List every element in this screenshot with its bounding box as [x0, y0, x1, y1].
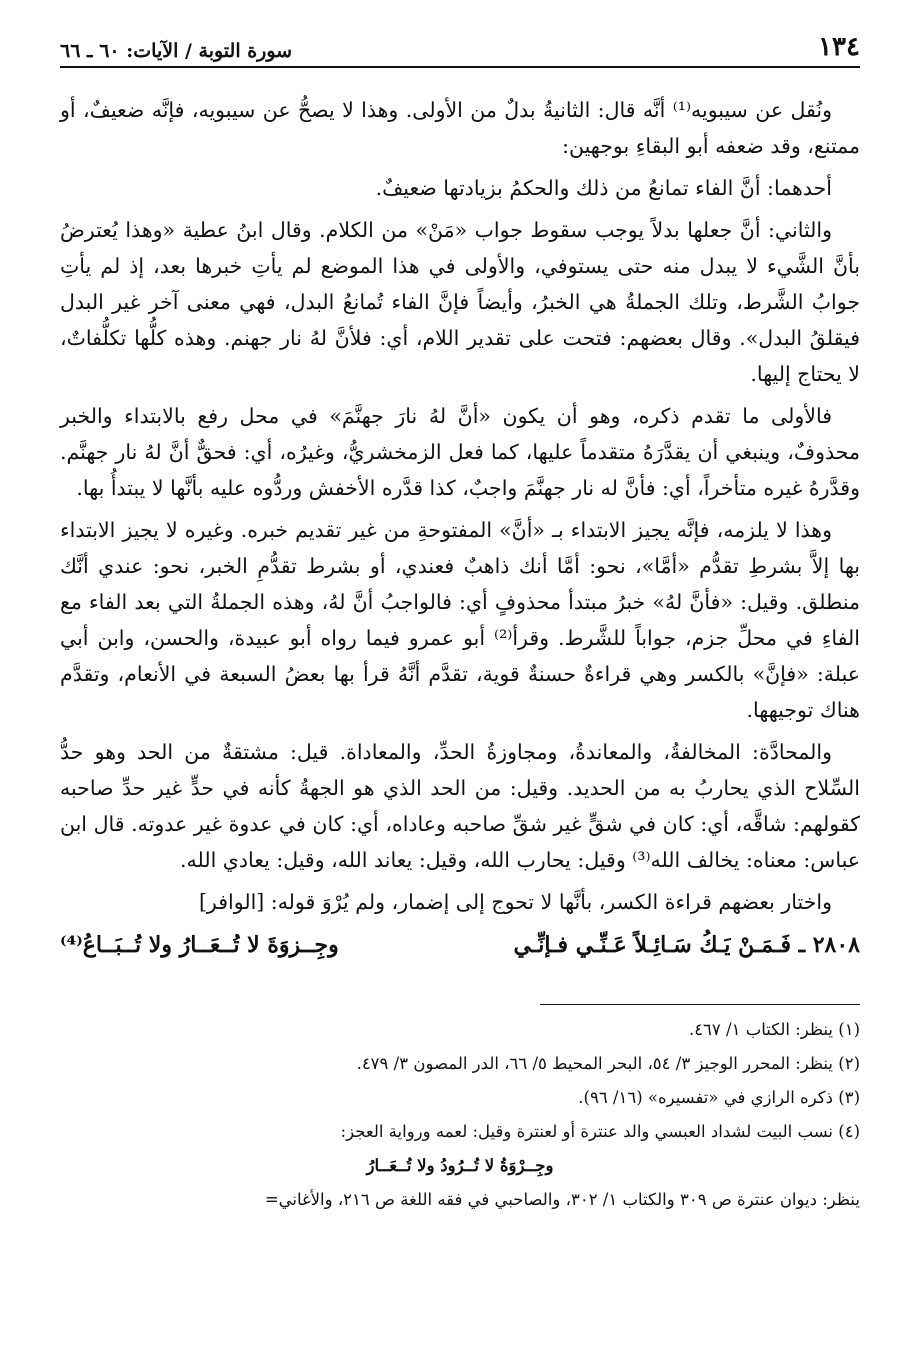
footnote: (٢) ينظر: المحرر الوجيز ٣/ ٥٤، البحر المحيط ٥/ ٦٦، الدر المصون ٣/ ٤٧٩. [356, 1054, 860, 1073]
paragraph: وهذا لا يلزمه، فإنَّه يجيز الابتداء بـ «أنَّ» المفتوحةِ من غير تقديم خبره. وغيره لا يجيز الابتداء بها إلاَّ بشرطِ تقدُّم «أمَّا»، نحو: أمَّا أنك ذاهبٌ فعندي، أو بشرط تقدُّمِ الخبر، نحو: عندي أنَّك منطلق. وقيل: «فأنَّ لهُ» خبرُ مبتدأ محذوفٍ أي: فالواجبُ أنَّ لهُ، وهذه الجملةُ التي بعد الفاء مع الفاءِ في محلِّ جزم، جواباً للشَّرط. وقرأ⁽²⁾ أبو عمرو فيما رواه أبو عبيدة، والحسن، وابن أبي عبلة: «فإنَّ» بالكسر وهي قراءةٌ حسنةٌ قوية، تقدَّم أنَّهُ قرأ بها بعضُ السبعة في الأنعام، وتقدَّم هناك توجيهها. [60, 518, 860, 722]
footnote-verse: وجِــرْوَةُ لا تُــرُودُ ولا تُــعَــارُ [366, 1156, 554, 1175]
page-header [60, 28, 860, 68]
page-number: ١٣٤ [818, 32, 860, 62]
paragraph: واختار بعضهم قراءة الكسر، بأنَّها لا تحوج إلى إضمار، ولم يُرْوَ قوله: [الوافر] [198, 890, 832, 914]
paragraph: أحدهما: أنَّ الفاء تمانعُ من ذلك والحكمُ بزيادتها ضعيفٌ. [375, 176, 832, 200]
poem-verse [60, 926, 860, 964]
book-page [60, 28, 860, 1217]
paragraph: والمحادَّة: المخالفةُ، والمعاندةُ، ومجاوزةُ الحدِّ، والمعاداة. قيل: مشتقةٌ من الحد وهو حدُّ السِّلاح الذي يحاربُ به من الحديد. وقيل: من الحد الذي هو الجهةُ كأنه في حدٍّ غير حدِّ صاحبه كقولهم: شاقَّه، أي: كان في شقٍّ غير شقِّ صاحبه وعاداه، أي: كان في عدوة غير عدوته. قال ابن عباس: معناه: يخالف الله⁽³⁾ وقيل: يحارب الله، وقيل: يعاند الله، وقيل: يعادي الله. [60, 740, 860, 872]
footnote: (٣) ذكره الرازي في «تفسيره» (١٦/ ٩٦). [578, 1088, 860, 1107]
poem-hemistich-second: وجِــزوَةَ لا تُــعَــارُ ولا تُــبَــاعُ⁽⁴⁾ [60, 932, 339, 958]
running-title: سورة التوبة / الآيات: ٦٠ ـ ٦٦ [60, 40, 293, 62]
paragraph: ونُقل عن سيبويه⁽¹⁾ أنَّه قال: الثانيةُ بدلٌ من الأولى. وهذا لا يصحُّ عن سيبويه، فإنَّه ضعيفٌ، أو ممتنع، وقد ضعفه أبو البقاءِ بوجهين: [60, 98, 860, 158]
main-text [60, 92, 860, 964]
poem-hemistich-first: ٢٨٠٨ ـ فَـمَـنْ يَـكُ سَـائِـلاً عَـنِّـي فـإنِّـي [513, 932, 860, 958]
paragraph: فالأولى ما تقدم ذكره، وهو أن يكون «أنَّ لهُ نارَ جهنَّمَ» في محل رفع بالابتداء والخبر محذوفٌ، وينبغي أن يقدَّرَهُ متقدماً عليها، كما فعل الزمخشريُّ، وغيرُه، أي: فحقٌّ أنَّ لهُ نار جهنَّم. وقدَّرهُ غيره متأخراً، أي: فأنَّ له نار جهنَّمَ واجبٌ، كذا قدَّره الأخفش وردُّوه عليه بأنَّها لا يبتدأُ بها. [60, 404, 860, 500]
footnote: (١) ينظر: الكتاب ١/ ٤٦٧. [688, 1020, 860, 1039]
footnote: ينظر: ديوان عنترة ص ٣٠٩ والكتاب ١/ ٣٠٢، والصاحبي في فقه اللغة ص ٢١٦، والأغاني= [264, 1190, 860, 1209]
footnote-divider [540, 1004, 860, 1005]
footnote: (٤) نسب البيت لشداد العبسي والد عنترة أو لعنترة وقيل: لعمه ورواية العجز: [340, 1122, 860, 1141]
footnotes [60, 1013, 860, 1217]
paragraph: والثاني: أنَّ جعلها بدلاً يوجب سقوط جواب «مَنْ» من الكلام. وقال ابنُ عطية «وهذا يُعترضُ بأنَّ الشَّيء لا يبدل منه حتى يستوفي، والأولى في هذا الموضع لم يأتِ خبرها بعد، إذ لم يأتِ جوابُ الشَّرط، وتلك الجملةُ هي الخبرُ، وأيضاً فإنَّ الفاء تُمانعُ البدل، فهي معنى آخر غير البدل فيقلقُ البدل». وقال بعضهم: فتحت على تقدير اللام، أي: فلأنَّ لهُ نار جهنم. وهذه كلُّها تكلُّفاتٌ، لا يحتاج إليها. [60, 218, 860, 386]
